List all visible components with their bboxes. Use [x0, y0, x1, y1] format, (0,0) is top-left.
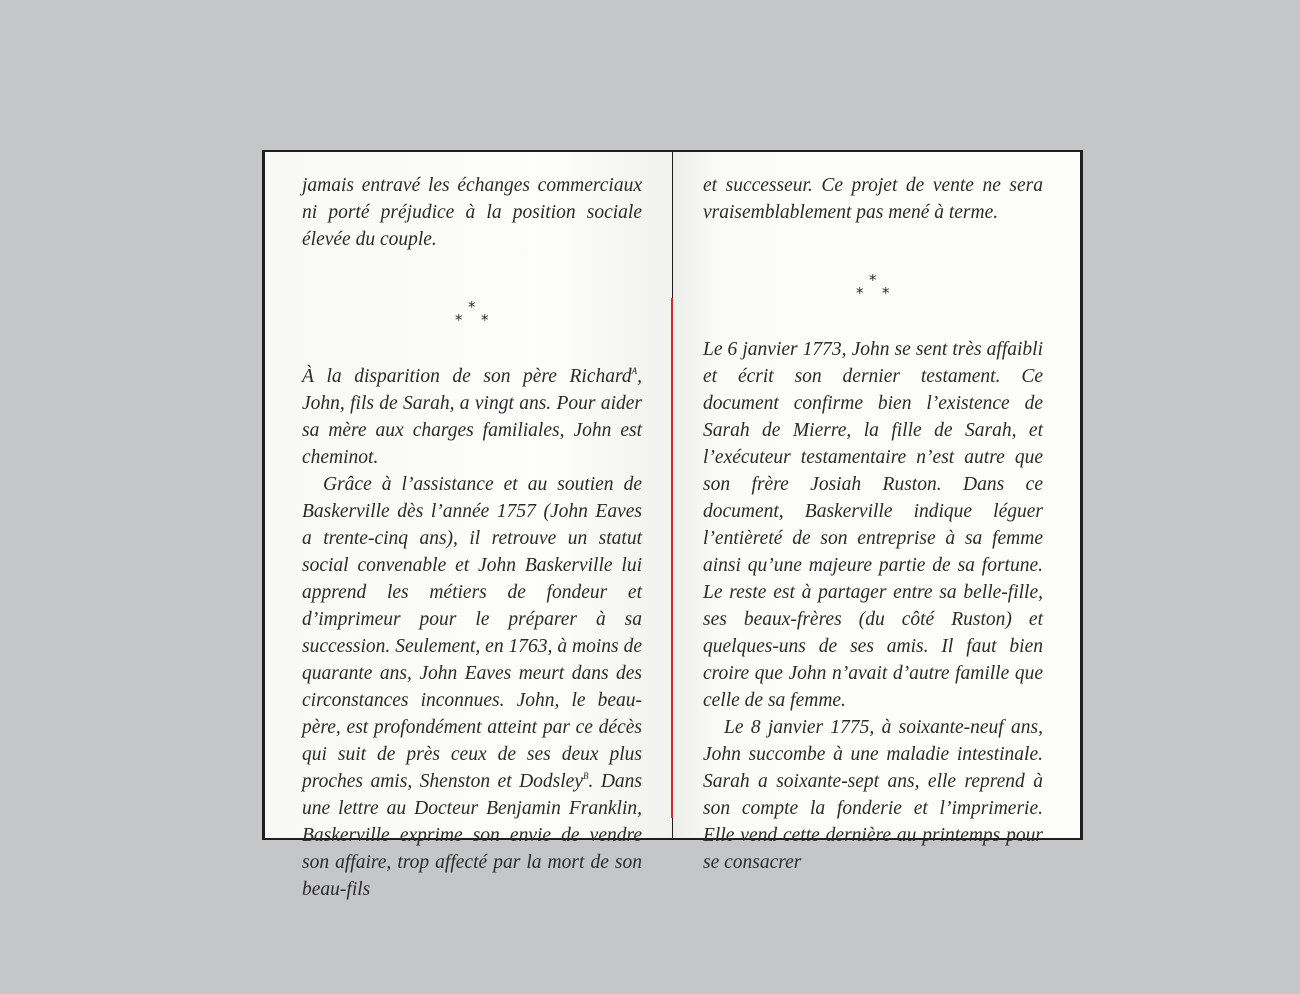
left-paragraph-3: Grâce à l’assistance et au soutien de Baskerville dès l’année 1757 (John Eaves a trente-cinq ans), il retrouve un statut social convenable et John Baskerville lui apprend les métiers de fondeur et d’imprimeur pour le préparer à sa succession. Seulement, en 1763, à moins de quarante ans, John Eaves meurt dans des circonstances inconnues. John, le beau-père, est profondément atteint par ce décès qui suit de près ceux de ses deux plus proches amis, Shenston et Dodsley$^B$. Dans une lettre au Docteur Benjamin Franklin, Baskerville exprime son envie de vendre son affaire, trop affecté par la mort de son beau-fils	[302, 474, 642, 900]
asterism-star: *	[455, 311, 463, 329]
left-paragraph-2: À la disparition de son père Richard$^A$, John, fils de Sarah, a vingt ans. Pour aider sa mère aux charges familiales, John est cheminot.	[302, 366, 642, 468]
right-page-text	[703, 172, 1043, 876]
asterism-star: *	[856, 284, 864, 302]
footnote-marker: A	[631, 366, 638, 376]
footnote-marker: B	[582, 771, 589, 781]
right-page	[673, 152, 1080, 873]
right-asterism	[703, 226, 1043, 336]
asterism-star: *	[481, 311, 489, 329]
binding-thread	[671, 298, 673, 818]
open-booklet	[262, 150, 1083, 900]
right-paragraph-2: Le 6 janvier 1773, John se sent très affaibli et écrit son dernier testament. Ce document confirme bien l’existence de Sarah de Mierre, la fille de Sarah, et l’exécuteur testamentaire n’est autre que son frère Josiah Ruston. Dans ce document, Baskerville indique léguer l’entièreté de son entreprise à sa femme ainsi qu’une majeure partie de sa fortune. Le reste est à partager entre sa belle-fille, ses beaux-frères (du côté Ruston) et quelques-uns de ses amis. Il faut bien croire que John n’avait d’autre famille que celle de sa femme.	[703, 339, 1043, 711]
left-paragraph-1: jamais entravé les échanges commerciaux ni porté préjudice à la position sociale élevée du couple.	[302, 175, 642, 250]
right-paragraph-1: et successeur. Ce projet de vente ne sera vraisemblablement pas mené à terme.	[703, 175, 1043, 223]
asterism-star: *	[468, 298, 476, 316]
left-page-text	[302, 172, 642, 903]
left-page	[265, 152, 672, 900]
right-paragraph-3: Le 8 janvier 1775, à soixante-neuf ans, John succombe à une maladie intestinale. Sarah a soixante-sept ans, elle reprend à son compte la fonderie et l’imprimerie. Elle vend cette dernière au printemps pour se consacrer	[703, 717, 1043, 873]
asterism-star: *	[882, 284, 890, 302]
asterism-star: *	[869, 271, 877, 289]
left-asterism	[302, 253, 642, 363]
